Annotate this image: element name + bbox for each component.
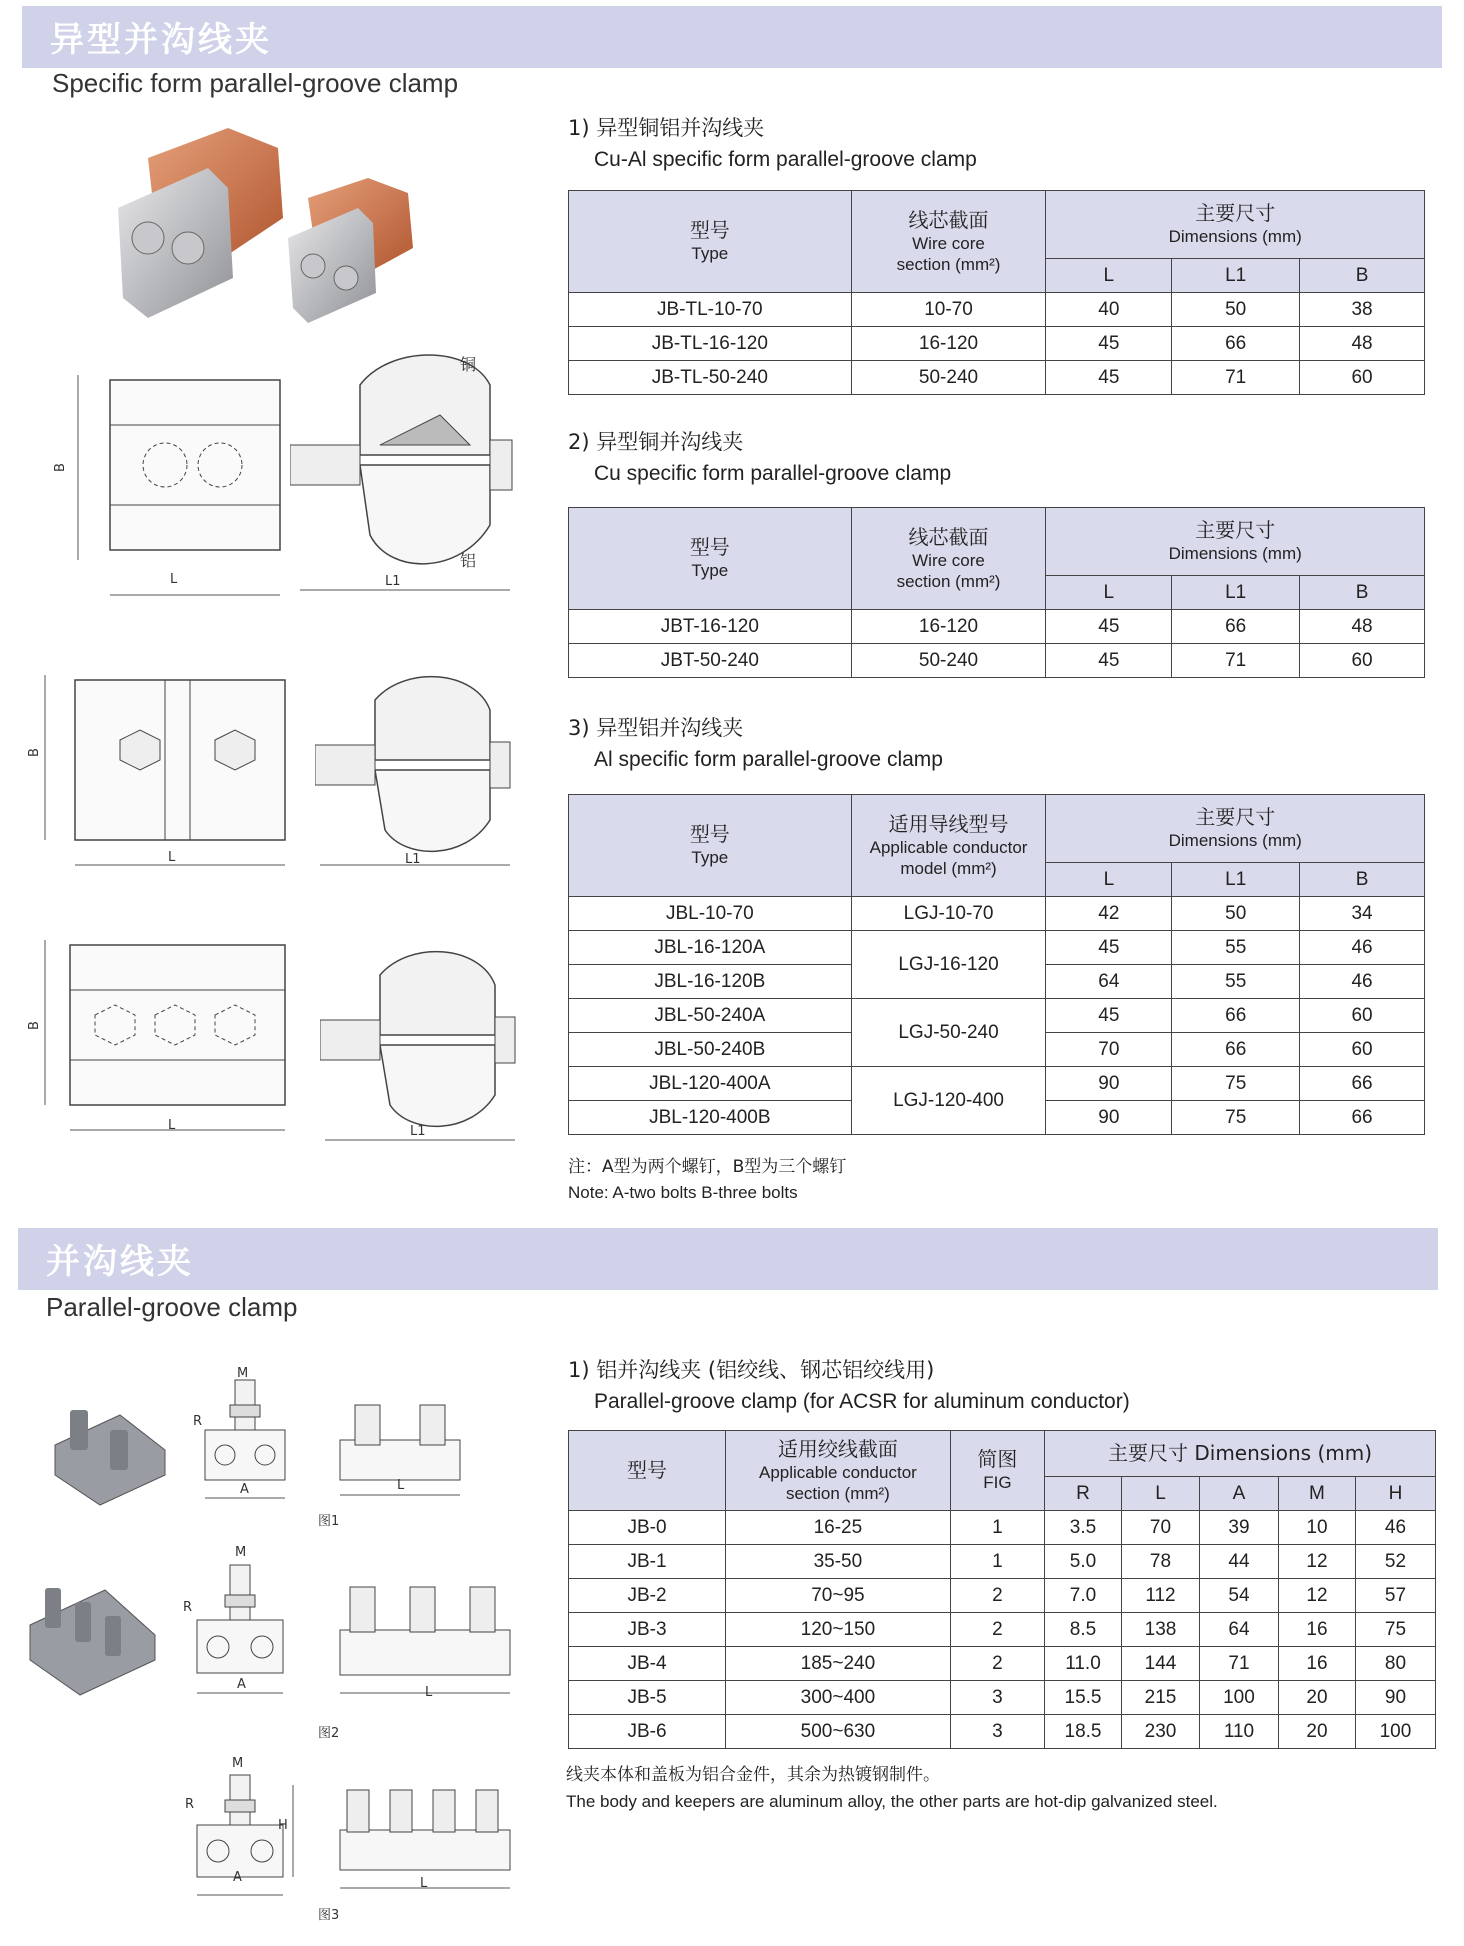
cell-A: 44 (1199, 1545, 1278, 1579)
cell-R: 5.0 (1045, 1545, 1122, 1579)
cell-type: JB-4 (569, 1647, 726, 1681)
cell-type: JBL-120-400B (569, 1101, 852, 1135)
cell-A: 39 (1199, 1511, 1278, 1545)
cell-L: 45 (1046, 327, 1172, 361)
t2-col-L: L (1046, 576, 1172, 610)
cell-B: 48 (1300, 327, 1425, 361)
cell-B: 60 (1300, 999, 1425, 1033)
cell-L1: 75 (1172, 1101, 1300, 1135)
cell-section: 500~630 (725, 1715, 950, 1749)
cell-wire: 16-120 (851, 610, 1046, 644)
t4-h-type-cn: 型号 (626, 1458, 667, 1482)
cell-L: 45 (1046, 361, 1172, 395)
t4-col-L: L (1121, 1477, 1199, 1511)
cell-R: 3.5 (1045, 1511, 1122, 1545)
t4-col-R: R (1045, 1477, 1122, 1511)
cell-type: JB-1 (569, 1545, 726, 1579)
t4-col-M: M (1278, 1477, 1355, 1511)
cell-B: 60 (1300, 361, 1425, 395)
table-row (569, 361, 1425, 395)
t3-col-B: B (1300, 863, 1425, 897)
t2-h-type-en: Type (691, 561, 729, 581)
cell-type: JBL-10-70 (569, 897, 852, 931)
cell-A: 64 (1199, 1613, 1278, 1647)
cell-L1: 50 (1172, 293, 1300, 327)
t4-h-fig-en: FIG (983, 1473, 1012, 1493)
cell-L: 138 (1121, 1613, 1199, 1647)
cell-model: LGJ-50-240 (851, 999, 1046, 1067)
cell-B: 60 (1300, 644, 1425, 678)
cell-section: 35-50 (725, 1545, 950, 1579)
cell-fig: 1 (950, 1511, 1044, 1545)
cell-type: JB-5 (569, 1681, 726, 1715)
cell-L1: 50 (1172, 897, 1300, 931)
cell-H: 46 (1355, 1511, 1435, 1545)
fig2-L: L (425, 1685, 433, 1700)
table-row (569, 1545, 1436, 1579)
t2-col-B: B (1300, 576, 1425, 610)
t1-h-type-cn: 型号 (689, 218, 730, 243)
t2-h-type-cn: 型号 (689, 535, 730, 560)
cell-B: 34 (1300, 897, 1425, 931)
t2-h-dim-cn: 主要尺寸 (1195, 518, 1276, 543)
cell-type: JBL-16-120B (569, 965, 852, 999)
cell-section: 70~95 (725, 1579, 950, 1613)
table-row (569, 1681, 1436, 1715)
t4-h-fig-cn: 简图 (977, 1447, 1018, 1472)
cell-L: 40 (1046, 293, 1172, 327)
cell-L: 45 (1046, 931, 1172, 965)
drawing-side-view-1 (290, 345, 520, 605)
table-row (569, 897, 1425, 931)
fig3-L: L (420, 1876, 428, 1891)
fig1-A: A (240, 1482, 249, 1497)
cell-B: 48 (1300, 610, 1425, 644)
cell-section: 185~240 (725, 1647, 950, 1681)
table4 (568, 1430, 1436, 1749)
table-row (569, 999, 1425, 1033)
table-row (569, 1647, 1436, 1681)
cell-A: 71 (1199, 1647, 1278, 1681)
cell-L: 144 (1121, 1647, 1199, 1681)
cell-wire: 50-240 (851, 361, 1046, 395)
fig3-M: M (232, 1756, 244, 1771)
cell-model: LGJ-120-400 (851, 1067, 1046, 1135)
cu-al-clamp-photo (108, 128, 448, 328)
fig2-A: A (237, 1677, 246, 1692)
t4-col-H: H (1355, 1477, 1435, 1511)
pg-clamp-photo-1 (50, 1400, 170, 1510)
dim-L-3: L (168, 1118, 176, 1133)
cell-model: LGJ-10-70 (851, 897, 1046, 931)
t1-col-B: B (1300, 259, 1425, 293)
table2 (568, 507, 1425, 678)
table-row (569, 610, 1425, 644)
cell-type: JB-0 (569, 1511, 726, 1545)
t4-h-app-cn: 适用绞线截面 (777, 1436, 898, 1461)
t3-col-L: L (1046, 863, 1172, 897)
t4-h-dim: 主要尺寸 Dimensions (mm) (1108, 1441, 1373, 1465)
cell-H: 100 (1355, 1715, 1435, 1749)
table2-heading-cn: 2) 异型铜并沟线夹 (568, 430, 744, 454)
cell-L1: 55 (1172, 965, 1300, 999)
cell-M: 20 (1278, 1681, 1355, 1715)
cell-H: 90 (1355, 1681, 1435, 1715)
cell-L1: 66 (1172, 610, 1300, 644)
section2-band (18, 1228, 1438, 1290)
table2-heading-en: Cu specific form parallel-groove clamp (594, 462, 952, 485)
cell-section: 16-25 (725, 1511, 950, 1545)
cell-fig: 2 (950, 1579, 1044, 1613)
cell-R: 15.5 (1045, 1681, 1122, 1715)
fig3-R: R (185, 1797, 195, 1812)
table1 (568, 190, 1425, 395)
cell-B: 66 (1300, 1101, 1425, 1135)
cell-L: 230 (1121, 1715, 1199, 1749)
table4-heading-cn: 1) 铝并沟线夹 (铝绞线、钢芯铝绞线用) (568, 1358, 935, 1382)
cell-L: 90 (1046, 1067, 1172, 1101)
cell-L: 112 (1121, 1579, 1199, 1613)
cell-H: 57 (1355, 1579, 1435, 1613)
cell-B: 66 (1300, 1067, 1425, 1101)
fig2-R: R (183, 1600, 193, 1615)
cell-L1: 66 (1172, 327, 1300, 361)
dim-B-1: B (52, 463, 68, 472)
drawing-side-view-2 (315, 670, 515, 880)
dim-L-1: L (170, 572, 178, 587)
cell-L1: 66 (1172, 999, 1300, 1033)
section1-title-en: Specific form parallel-groove clamp (52, 68, 459, 98)
pg-clamp-drawing-3-end (185, 1765, 300, 1905)
cell-type: JB-3 (569, 1613, 726, 1647)
table4-heading-en: Parallel-groove clamp (for ACSR for aluminum conductor) (594, 1390, 1130, 1413)
cell-H: 75 (1355, 1613, 1435, 1647)
table3-heading-cn: 3) 异型铝并沟线夹 (568, 716, 744, 740)
table-row (569, 644, 1425, 678)
cell-M: 16 (1278, 1613, 1355, 1647)
t2-h-wire-cn: 线芯截面 (908, 524, 989, 549)
section2-title-en: Parallel-groove clamp (46, 1292, 298, 1322)
table-row (569, 1579, 1436, 1613)
t1-col-L1: L1 (1172, 259, 1300, 293)
cell-L: 45 (1046, 610, 1172, 644)
dim-L1-2: L1 (405, 852, 421, 867)
cell-H: 80 (1355, 1647, 1435, 1681)
dim-L1-1: L1 (385, 574, 401, 589)
cell-R: 11.0 (1045, 1647, 1122, 1681)
section1-title-cn: 异型并沟线夹 (50, 20, 272, 60)
t2-h-wire-en2: section (mm²) (896, 572, 1001, 591)
pg-clamp-photo-2 (25, 1580, 160, 1700)
cell-M: 12 (1278, 1545, 1355, 1579)
t1-h-dim-en: Dimensions (mm) (1168, 227, 1302, 247)
dim-B-3: B (26, 1021, 42, 1030)
cell-M: 16 (1278, 1647, 1355, 1681)
t3-h-app-cn: 适用导线型号 (888, 811, 1009, 836)
dim-B-2: B (26, 748, 42, 757)
table1-heading-en: Cu-Al specific form parallel-groove clamp (594, 148, 977, 171)
t3-h-type-cn: 型号 (689, 822, 730, 847)
t4-h-app-en1: Applicable conductor (758, 1462, 917, 1482)
cell-L: 215 (1121, 1681, 1199, 1715)
cell-L: 42 (1046, 897, 1172, 931)
dim-L1-3: L1 (410, 1124, 426, 1139)
t4-col-A: A (1199, 1477, 1278, 1511)
fig2-label: 图2 (318, 1726, 340, 1741)
table-row (569, 1715, 1436, 1749)
cell-type: JB-TL-16-120 (569, 327, 852, 361)
cell-R: 8.5 (1045, 1613, 1122, 1647)
t1-col-L: L (1046, 259, 1172, 293)
table-row (569, 293, 1425, 327)
table3-note-cn: 注：A型为两个螺钉，B型为三个螺钉 (568, 1157, 847, 1177)
table3-heading-en: Al specific form parallel-groove clamp (594, 748, 943, 771)
cell-L: 64 (1046, 965, 1172, 999)
cell-L1: 55 (1172, 931, 1300, 965)
cell-type: JB-6 (569, 1715, 726, 1749)
label-aluminum: 铝 (460, 551, 477, 570)
cell-type: JB-TL-10-70 (569, 293, 852, 327)
table3-note-en: Note: A-two bolts B-three bolts (568, 1183, 798, 1202)
fig3-H: H (278, 1818, 288, 1833)
t2-h-dim-en: Dimensions (mm) (1168, 544, 1302, 564)
cell-A: 100 (1199, 1681, 1278, 1715)
cell-type: JB-TL-50-240 (569, 361, 852, 395)
label-copper: 铜 (460, 355, 477, 374)
fig3-label: 图3 (318, 1908, 340, 1923)
fig1-label: 图1 (318, 1514, 340, 1529)
cell-A: 110 (1199, 1715, 1278, 1749)
t3-h-type-en: Type (691, 848, 729, 868)
t1-h-wire-cn: 线芯截面 (908, 207, 989, 232)
cell-wire: 10-70 (851, 293, 1046, 327)
t3-h-dim-en: Dimensions (mm) (1168, 831, 1302, 851)
drawing-front-view-3 (30, 940, 290, 1140)
drawing-front-view-2 (30, 675, 290, 875)
t2-col-L1: L1 (1172, 576, 1300, 610)
cell-M: 10 (1278, 1511, 1355, 1545)
cell-L: 90 (1046, 1101, 1172, 1135)
cell-section: 300~400 (725, 1681, 950, 1715)
t1-h-type-en: Type (691, 244, 729, 264)
cell-L: 70 (1121, 1511, 1199, 1545)
table-row (569, 327, 1425, 361)
table3 (568, 794, 1425, 1135)
cell-B: 46 (1300, 931, 1425, 965)
fig2-M: M (235, 1545, 247, 1560)
cell-wire: 50-240 (851, 644, 1046, 678)
dim-L-2: L (168, 850, 176, 865)
cell-L: 45 (1046, 999, 1172, 1033)
cell-H: 52 (1355, 1545, 1435, 1579)
cell-type: JBT-50-240 (569, 644, 852, 678)
table1-heading-cn: 1) 异型铜铝并沟线夹 (568, 116, 765, 140)
cell-type: JBL-50-240B (569, 1033, 852, 1067)
cell-fig: 2 (950, 1647, 1044, 1681)
cell-M: 12 (1278, 1579, 1355, 1613)
fig1-L: L (397, 1478, 405, 1493)
fig3-A: A (233, 1870, 242, 1885)
cell-L: 78 (1121, 1545, 1199, 1579)
cell-L1: 75 (1172, 1067, 1300, 1101)
cell-fig: 2 (950, 1613, 1044, 1647)
cell-B: 46 (1300, 965, 1425, 999)
cell-R: 18.5 (1045, 1715, 1122, 1749)
fig1-R: R (193, 1414, 203, 1429)
table4-note-en: The body and keepers are aluminum alloy, the other parts are hot-dip galvanized steel. (566, 1792, 1218, 1811)
cell-fig: 3 (950, 1681, 1044, 1715)
fig1-M: M (237, 1366, 249, 1381)
section2-title-cn: 并沟线夹 (46, 1242, 194, 1282)
cell-fig: 3 (950, 1715, 1044, 1749)
cell-B: 38 (1300, 293, 1425, 327)
cell-L: 70 (1046, 1033, 1172, 1067)
table-row (569, 931, 1425, 965)
t1-h-wire-en2: section (mm²) (896, 255, 1001, 274)
cell-section: 120~150 (725, 1613, 950, 1647)
cell-B: 60 (1300, 1033, 1425, 1067)
cell-L: 45 (1046, 644, 1172, 678)
table-row (569, 1613, 1436, 1647)
t2-h-wire-en1: Wire core (912, 550, 985, 570)
cell-type: JBL-50-240A (569, 999, 852, 1033)
cell-R: 7.0 (1045, 1579, 1122, 1613)
cell-fig: 1 (950, 1545, 1044, 1579)
t3-h-dim-cn: 主要尺寸 (1195, 805, 1276, 830)
t1-h-dim-cn: 主要尺寸 (1195, 201, 1276, 226)
cell-type: JBT-16-120 (569, 610, 852, 644)
cell-type: JB-2 (569, 1579, 726, 1613)
table-row (569, 1067, 1425, 1101)
cell-type: JBL-120-400A (569, 1067, 852, 1101)
cell-M: 20 (1278, 1715, 1355, 1749)
t1-h-wire-en1: Wire core (912, 233, 985, 253)
cell-L1: 71 (1172, 644, 1300, 678)
t3-col-L1: L1 (1172, 863, 1300, 897)
cell-A: 54 (1199, 1579, 1278, 1613)
cell-model: LGJ-16-120 (851, 931, 1046, 999)
cell-type: JBL-16-120A (569, 931, 852, 965)
cell-wire: 16-120 (851, 327, 1046, 361)
table-row (569, 1511, 1436, 1545)
cell-L1: 71 (1172, 361, 1300, 395)
t4-h-app-en2: section (mm²) (785, 1484, 890, 1503)
t3-h-app-en1: Applicable conductor (869, 837, 1028, 857)
table4-note-cn: 线夹本体和盖板为铝合金件，其余为热镀钢制件。 (566, 1765, 940, 1785)
cell-L1: 66 (1172, 1033, 1300, 1067)
t3-h-app-en2: model (mm²) (900, 859, 997, 878)
